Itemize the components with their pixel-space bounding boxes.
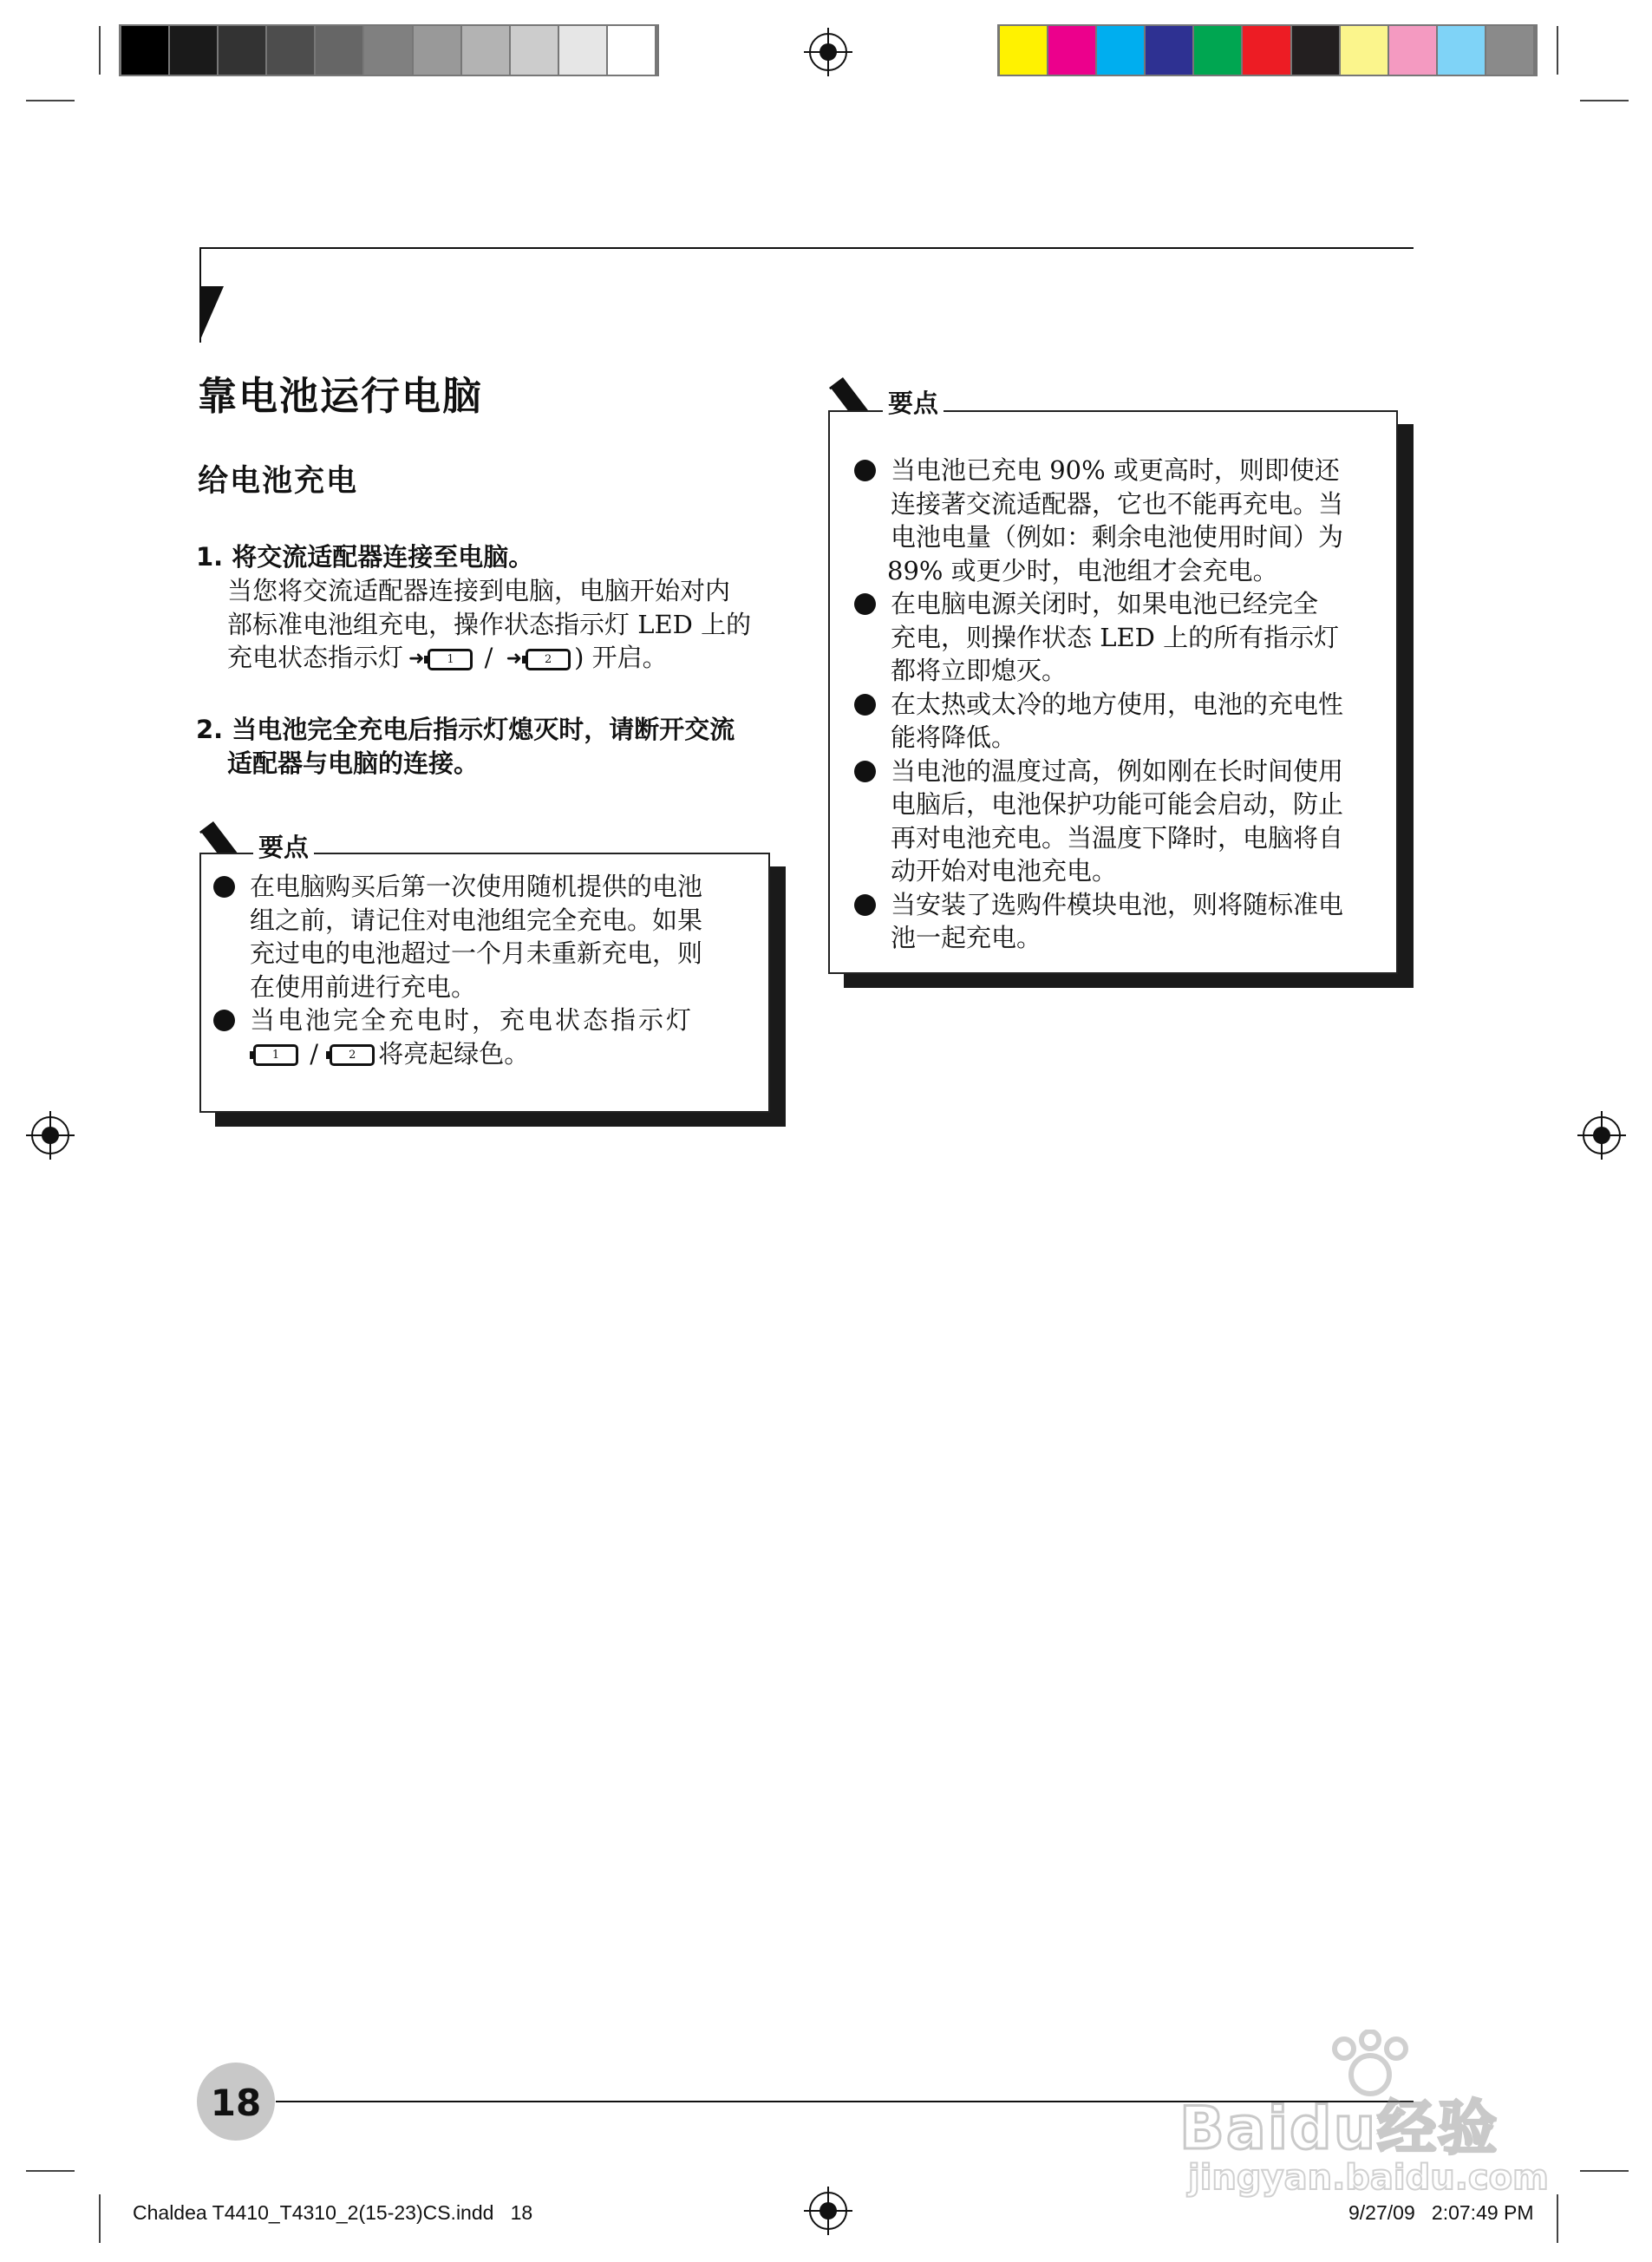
note-line: 在太热或太冷的地方使用，电池的充电性 — [891, 689, 1344, 719]
note-item — [210, 870, 748, 1004]
note-line: 都将立即熄灭。 — [891, 656, 1068, 685]
note-item — [851, 454, 1388, 587]
bullet-icon — [213, 1010, 235, 1031]
color-swatch — [1243, 26, 1291, 75]
note-line: 充过电的电池超过一个月未重新充电，则 — [250, 938, 703, 968]
watermark-brand: Baidu经验 — [1179, 2095, 1499, 2163]
note-line: 89% 或更少时，电池组才会充电。 — [887, 555, 1278, 585]
watermark-url: jingyan.baidu.com — [1188, 2158, 1549, 2198]
note-item — [851, 688, 1388, 755]
note-line: 池一起充电。 — [891, 923, 1042, 952]
subsection-title: 给电池充电 — [198, 464, 359, 499]
color-swatch — [121, 26, 170, 75]
battery-led-2-icon: 2 — [330, 1044, 375, 1066]
note-title-right: 要点 — [883, 384, 944, 420]
color-swatch — [267, 26, 316, 75]
section-title: 靠电池运行电脑 — [198, 373, 484, 419]
color-swatch — [1097, 26, 1146, 75]
note-line: 电脑后，电池保护功能可能会启动，防止 — [891, 789, 1344, 819]
color-swatch — [1146, 26, 1194, 75]
note-box-left — [199, 853, 770, 1113]
separator: / — [310, 1038, 318, 1069]
color-swatch — [364, 26, 413, 75]
step-1-line: ) 开启。 — [574, 643, 668, 672]
color-swatch — [1292, 26, 1341, 75]
step-1-title: 1. 将交流适配器连接至电脑。 — [196, 542, 534, 572]
color-swatch — [1389, 26, 1438, 75]
color-swatch — [1048, 26, 1097, 75]
registration-mark-icon — [31, 1116, 69, 1154]
crop-mark — [26, 100, 75, 101]
note-line: 能将降低。 — [891, 722, 1017, 752]
bullet-icon — [854, 460, 876, 481]
crop-mark — [1557, 26, 1558, 75]
note-line: 电池电量（例如：剩余电池使用时间）为 — [891, 522, 1344, 552]
note-line: 在使用前进行充电。 — [250, 971, 477, 1002]
note-line: 再对电池充电。当温度下降时，电脑将自 — [891, 822, 1344, 853]
color-swatch — [1438, 26, 1486, 75]
step-2-title — [196, 713, 735, 781]
crop-mark — [1580, 100, 1629, 101]
color-swatch — [1341, 26, 1389, 75]
color-swatch — [608, 26, 656, 75]
color-swatch — [1194, 26, 1243, 75]
color-swatch — [1486, 26, 1535, 75]
bullet-icon — [854, 593, 876, 615]
note-line: 当电池的温度过高，例如刚在长时间使用 — [891, 755, 1344, 786]
bullet-icon — [854, 694, 876, 716]
note-line: 当电池已充电 90% 或更高时，则即使还 — [891, 455, 1340, 485]
note-line: 动开始对电池充电。 — [891, 856, 1118, 886]
note-box-right — [828, 410, 1398, 974]
crop-mark — [99, 26, 101, 75]
battery-led-1-icon: 1 — [428, 649, 473, 670]
note-line — [250, 1037, 748, 1071]
step-1-line: 当您将交流适配器连接到电脑，电脑开始对内 — [227, 576, 731, 605]
crop-mark — [99, 2194, 101, 2243]
note-title-left: 要点 — [253, 828, 314, 864]
note-line: 充电，则操作状态 LED 上的所有指示灯 — [891, 622, 1340, 652]
note-line: 当安装了选购件模块电池，则将随标准电 — [891, 889, 1344, 919]
separator: / — [484, 643, 493, 672]
crop-mark — [1580, 2170, 1629, 2172]
note-item — [210, 1004, 748, 1070]
footer-file: Chaldea T4410_T4310_2(15-23)CS.indd 18 — [133, 2201, 533, 2224]
color-swatch — [414, 26, 462, 75]
note-line: 在电脑购买后第一次使用随机提供的电池 — [250, 872, 703, 901]
battery-led-2-icon: 2 — [526, 649, 571, 670]
note-item — [851, 888, 1388, 955]
step-2-title-line: 2. 当电池完全充电后指示灯熄灭时，请断开交流 — [196, 715, 735, 744]
color-swatch — [1000, 26, 1048, 75]
note-line: 组之前，请记住对电池组完全充电。如果 — [250, 905, 703, 935]
note-line: 将亮起绿色。 — [378, 1038, 530, 1069]
page-number: 18 — [210, 2082, 262, 2124]
step-1-line: 部标准电池组充电，操作状态指示灯 LED 上的 — [227, 609, 752, 639]
registration-mark-icon — [1583, 1116, 1621, 1154]
note-line: 连接著交流适配器，它也不能再充电。当 — [891, 488, 1344, 519]
color-swatch — [559, 26, 608, 75]
note-line: 在电脑电源关闭时，如果电池已经完全 — [891, 589, 1319, 618]
registration-mark-icon — [809, 2192, 847, 2230]
bullet-icon — [213, 876, 235, 898]
color-swatch — [511, 26, 559, 75]
battery-led-1-icon: 1 — [253, 1044, 298, 1066]
crop-mark — [1557, 2194, 1558, 2243]
corner-wedge-icon — [199, 286, 225, 343]
note-line: 当电池完全充电时，充电状态指示灯 — [250, 1005, 695, 1035]
bullet-icon — [854, 894, 876, 916]
crop-mark — [26, 2170, 75, 2172]
plug-arrow-icon: ➜ — [506, 647, 523, 670]
color-swatch — [316, 26, 364, 75]
bullet-icon — [854, 761, 876, 782]
color-swatch — [170, 26, 219, 75]
step-1-line-last — [227, 641, 791, 676]
color-swatch — [219, 26, 267, 75]
step-1-line: 充电状态指示灯 — [227, 643, 404, 672]
step-1-body — [227, 574, 791, 676]
note-item — [851, 755, 1388, 888]
step-2-title-line: 适配器与电脑的连接。 — [227, 749, 480, 778]
color-swatch — [462, 26, 511, 75]
footer-datetime: 9/27/09 2:07:49 PM — [1348, 2201, 1534, 2224]
plug-arrow-icon: ➜ — [408, 647, 425, 670]
registration-mark-icon — [809, 33, 847, 71]
note-item — [851, 587, 1388, 688]
